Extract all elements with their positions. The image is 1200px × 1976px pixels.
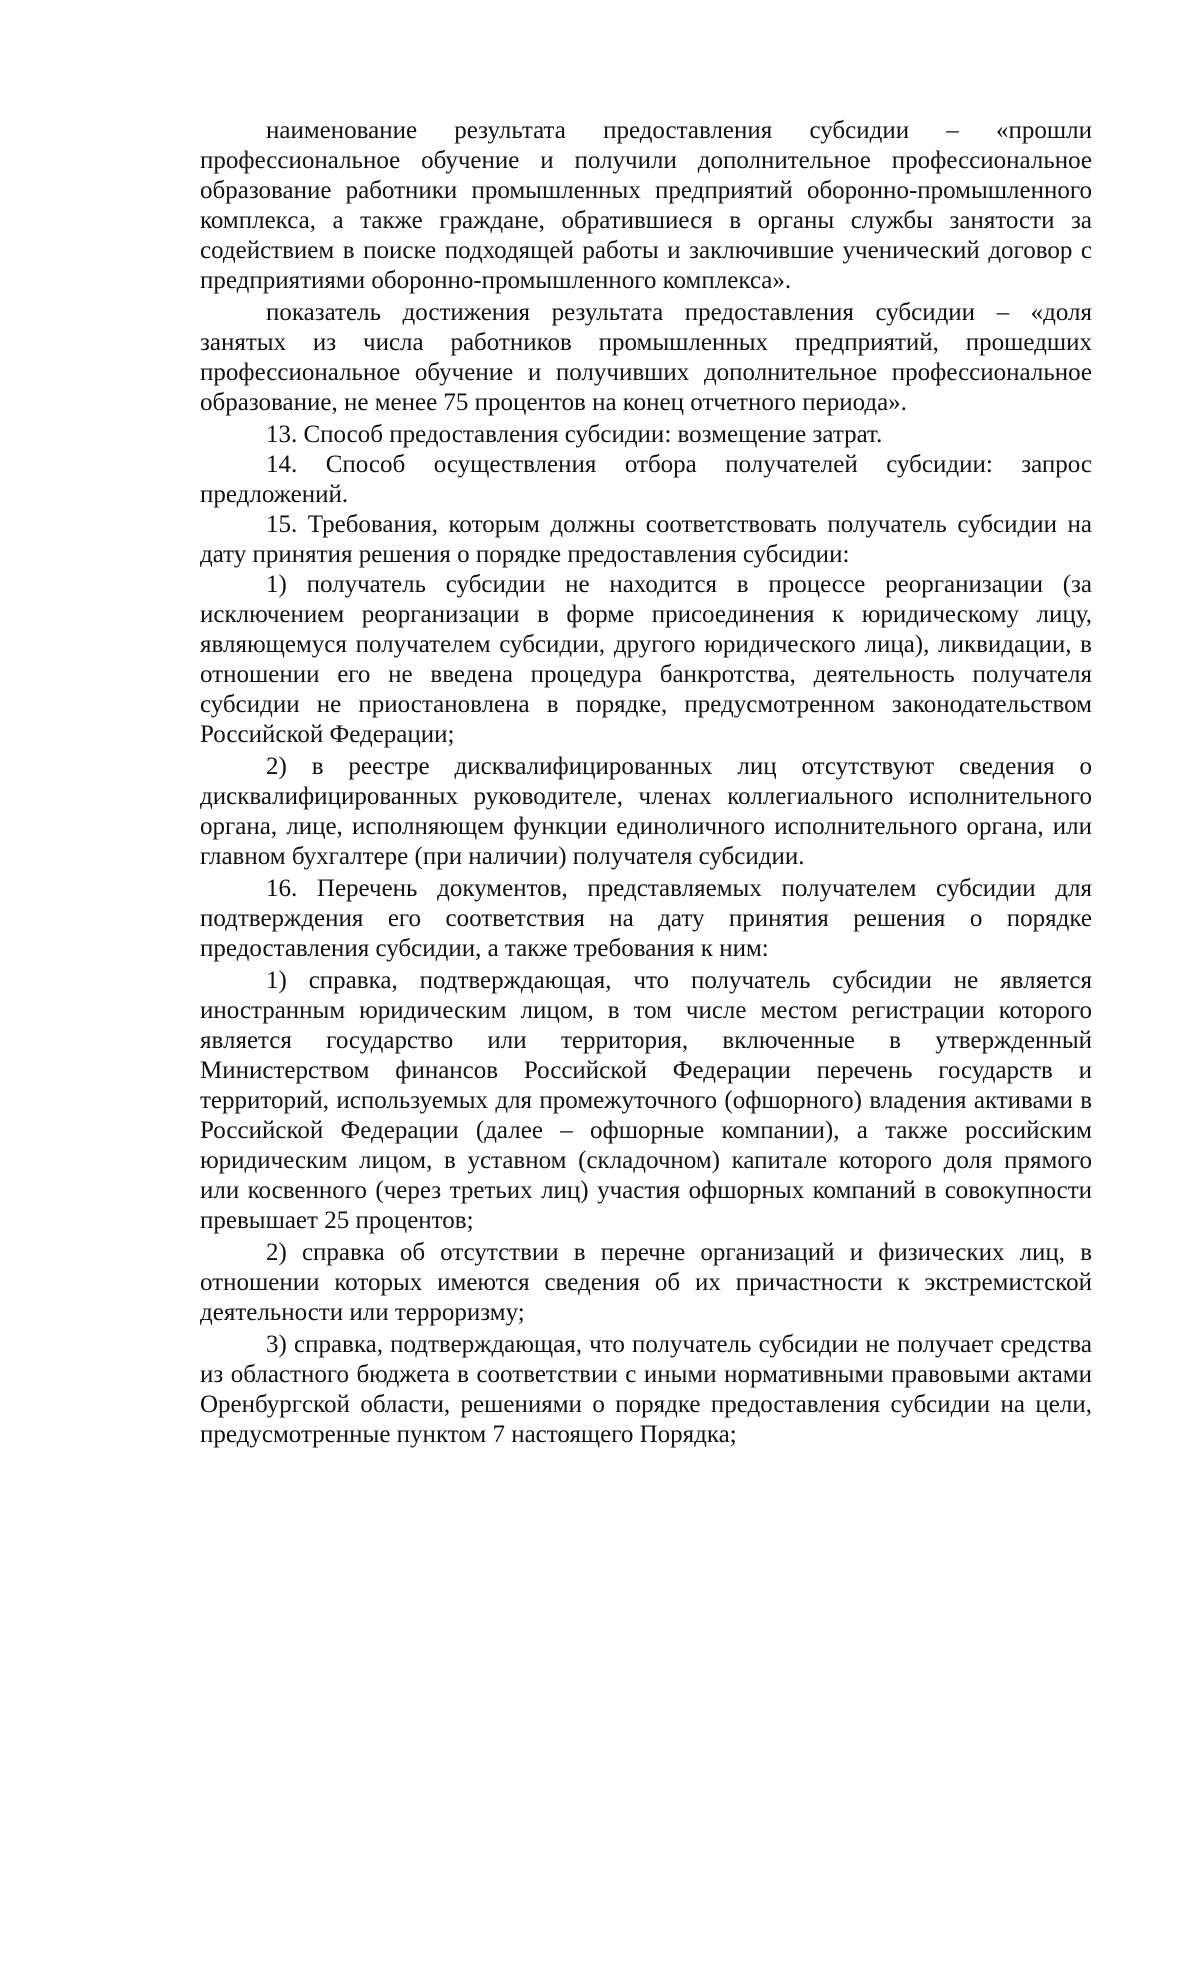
paragraph-15: 15. Требования, которым должны соответствовать получатель субсидии на дату принятия решения о порядке предоставления субсидии: [200, 511, 1092, 568]
paragraph-result-indicator: показатель достижения результата предоставления субсидии – «доля занятых из числа работников промышленных предприятий, прошедших профессиональное обучение и получивших дополнительное профессиональное образование, не менее 75 процентов на конец отчетного периода». [200, 299, 1092, 416]
paragraph-16-item-3: 3) справка, подтверждающая, что получатель субсидии не получает средства из областного бюджета в соответствии с иными нормативными правовыми актами Оренбургской области, решениями о порядке предоставления субсидии на цели, предусмотренные пунктом 7 настоящего Порядка; [200, 1331, 1092, 1448]
paragraph-result-name: наименование результата предоставления субсидии – «прошли профессиональное обучение и получили дополнительное профессиональное образование работники промышленных предприятий оборонно-промышленного комплекса, а также граждане, обратившиеся в органы службы занятости за содействием в поиске подходящей работы и заключившие ученический договор с предприятиями оборонно-промышленного комплекса». [200, 117, 1092, 294]
paragraph-15-item-2: 2) в реестре дисквалифицированных лиц отсутствуют сведения о дисквалифицированных руководителе, членах коллегиального исполнительного органа, лице, исполняющем функции единоличного исполнительного органа, или главном бухгалтере (при наличии) получателя субсидии. [200, 753, 1092, 870]
paragraph-13: 13. Способ предоставления субсидии: возмещение затрат. [266, 421, 883, 448]
paragraph-16-item-1: 1) справка, подтверждающая, что получатель субсидии не является иностранным юридическим лицом, в том числе местом регистрации которого является государство или территория, включенные в утвержденный Министерством финансов Российской Федерации перечень государств и территорий, используемых для промежуточного (офшорного) владения активами в Российской Федерации (далее – офшорные компании), а также российским юридическим лицом, в уставном (складочном) капитале которого доля прямого или косвенного (через третьих лиц) участия офшорных компаний в совокупности превышает 25 процентов; [200, 967, 1092, 1234]
paragraph-14: 14. Способ осуществления отбора получателей субсидии: запрос предложений. [200, 451, 1092, 508]
paragraph-15-item-1: 1) получатель субсидии не находится в процессе реорганизации (за исключением реорганизации в форме присоединения к юридическому лицу, являющемуся получателем субсидии, другого юридического лица), ликвидации, в отношении его не введена процедура банкротства, деятельность получателя субсидии не приостановлена в порядке, предусмотренном законодательством Российской Федерации; [200, 571, 1092, 748]
paragraph-16-item-2: 2) справка об отсутствии в перечне организаций и физических лиц, в отношении которых имеются сведения об их причастности к экстремистской деятельности или терроризму; [200, 1239, 1092, 1326]
document-body [200, 116, 1092, 1452]
paragraph-16: 16. Перечень документов, представляемых получателем субсидии для подтверждения его соответствия на дату принятия решения о порядке предоставления субсидии, а также требования к ним: [200, 875, 1092, 962]
